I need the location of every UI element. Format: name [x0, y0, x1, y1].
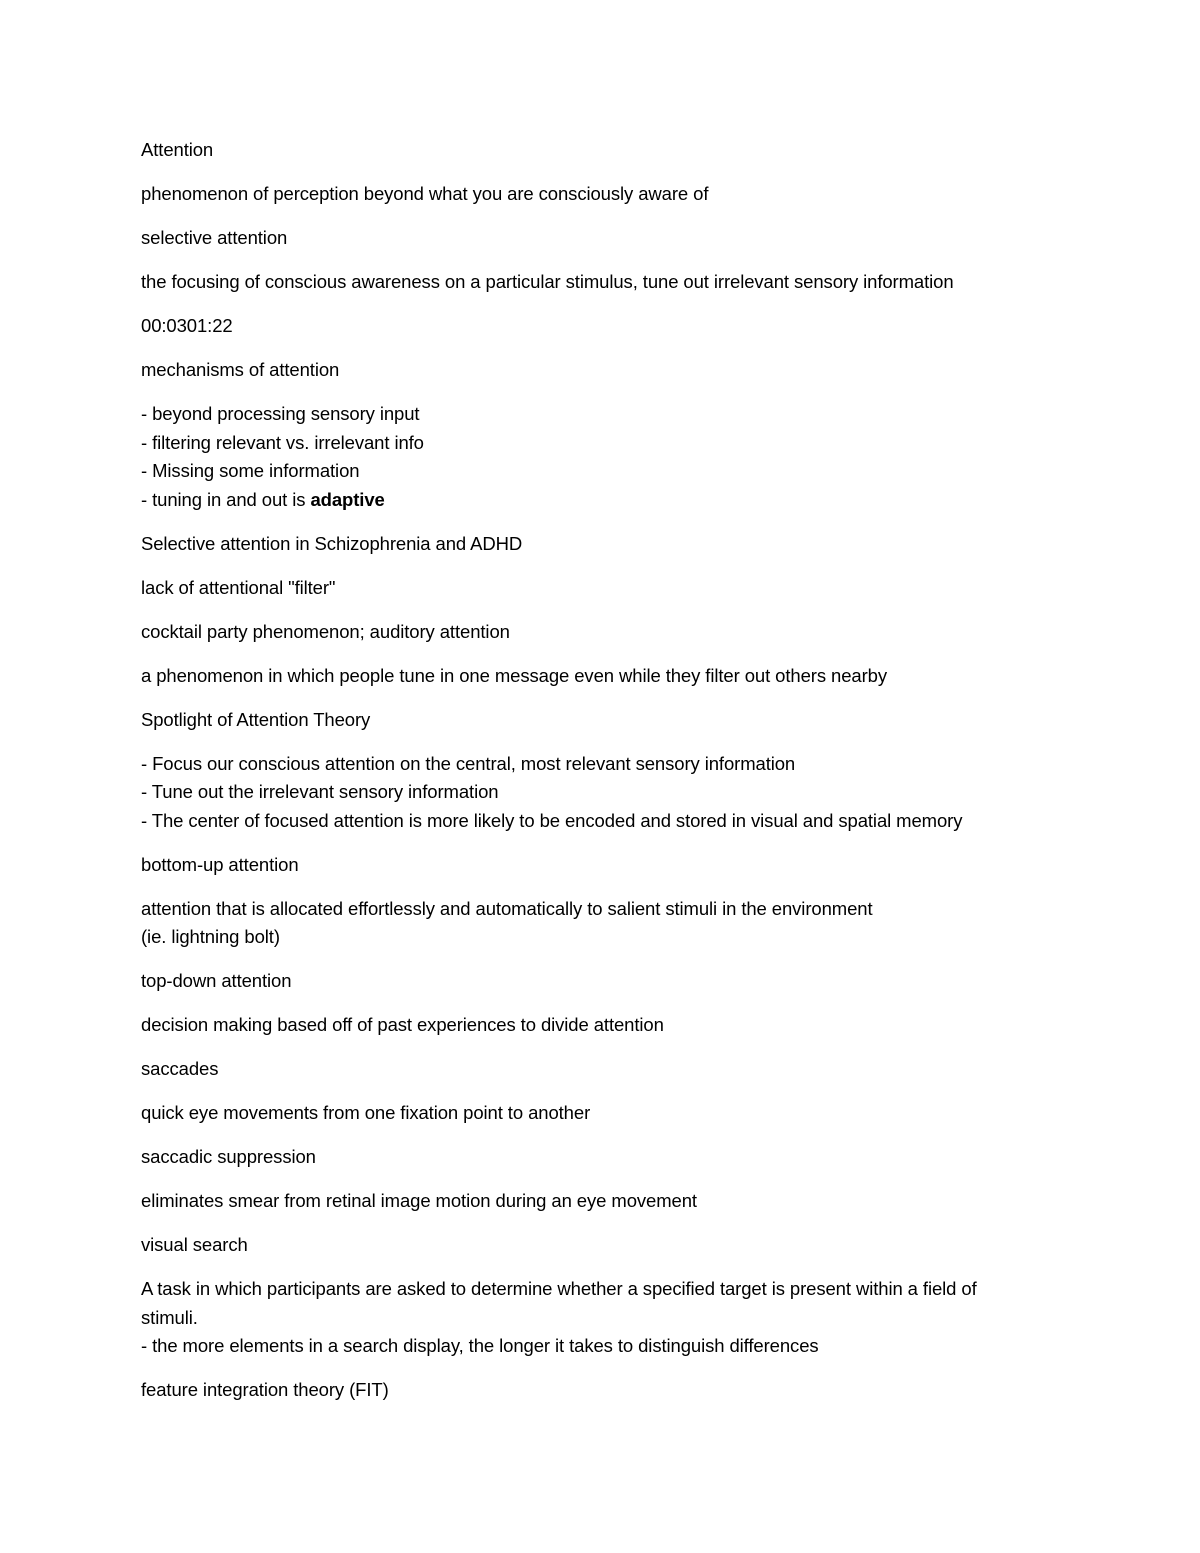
term-heading: visual search: [141, 1234, 248, 1256]
definition-line: stimuli.: [141, 1306, 198, 1328]
document-title: Attention: [141, 139, 214, 160]
bold-emphasis: adaptive: [310, 488, 385, 510]
bullet-item: - Tune out the irrelevant sensory information: [141, 781, 499, 803]
bullet-item: - Focus our conscious attention on the central, most relevant sensory information: [141, 752, 796, 774]
term-heading: feature integration theory (FIT): [141, 1379, 389, 1401]
term-heading: bottom-up attention: [141, 853, 299, 875]
definition-block: [141, 1275, 1071, 1361]
definition-text: a phenomenon in which people tune in one message even while they filter out others nearby: [141, 664, 887, 686]
definition-block: [141, 895, 1071, 952]
term-heading: saccades: [141, 1058, 219, 1080]
definition-line: A task in which participants are asked to determine whether a specified target is present within a field of: [141, 1278, 977, 1300]
term-heading: saccadic suppression: [141, 1146, 316, 1168]
definition-text: decision making based off of past experiences to divide attention: [141, 1014, 664, 1036]
bullet-item-text: - tuning in and out is: [141, 488, 311, 510]
term-heading: Selective attention in Schizophrenia and ADHD: [141, 532, 523, 554]
definition-text: lack of attentional "filter": [141, 576, 336, 598]
bullet-item: - The center of focused attention is more likely to be encoded and stored in visual and spatial memory: [141, 809, 963, 831]
term-heading: cocktail party phenomenon; auditory attention: [141, 620, 510, 642]
term-heading: top-down attention: [141, 970, 292, 992]
definition-text: quick eye movements from one fixation point to another: [141, 1102, 591, 1124]
definition-line: (ie. lightning bolt): [141, 926, 280, 948]
term-heading: mechanisms of attention: [141, 358, 340, 380]
bullet-item: - the more elements in a search display, the longer it takes to distinguish differences: [141, 1335, 819, 1357]
bullet-item: - filtering relevant vs. irrelevant info: [141, 431, 424, 453]
definition-text: phenomenon of perception beyond what you are consciously aware of: [141, 182, 709, 204]
bullet-item: [141, 486, 1071, 515]
timestamp-text: 00:0301:22: [141, 314, 233, 336]
bullet-item: - Missing some information: [141, 460, 360, 482]
bullet-list: [141, 750, 1071, 836]
term-heading: Spotlight of Attention Theory: [141, 708, 371, 730]
definition-line: attention that is allocated effortlessly and automatically to salient stimuli in the environment: [141, 897, 873, 919]
definition-text: the focusing of conscious awareness on a particular stimulus, tune out irrelevant sensory information: [141, 270, 954, 292]
bullet-list: [141, 400, 1071, 514]
definition-text: eliminates smear from retinal image motion during an eye movement: [141, 1190, 697, 1212]
term-heading: selective attention: [141, 226, 288, 248]
document-page: [141, 136, 1071, 1420]
bullet-item: - beyond processing sensory input: [141, 402, 420, 424]
